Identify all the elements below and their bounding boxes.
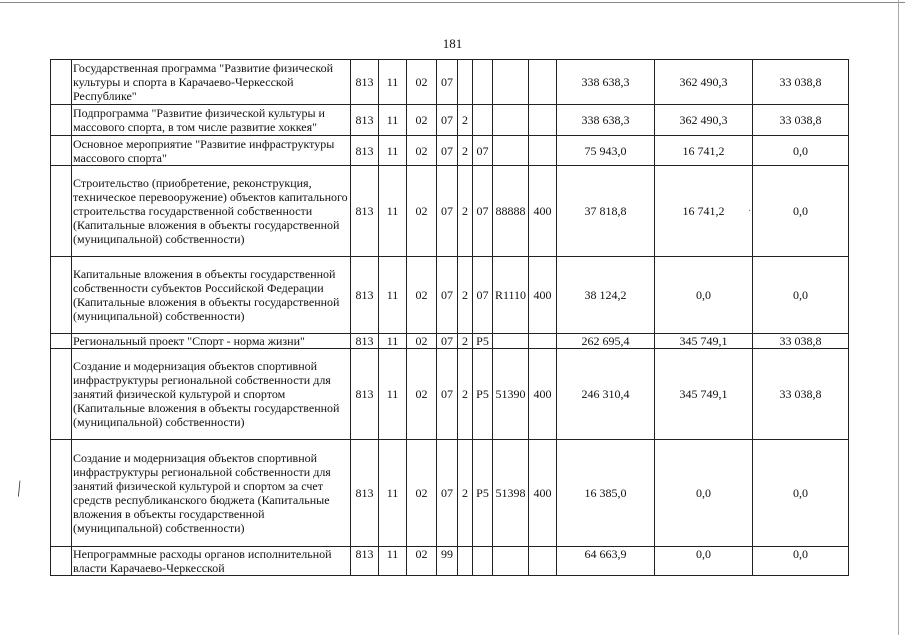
amount-year-1: 246 310,4 bbox=[557, 349, 655, 440]
amount-year-2: 0,0 bbox=[655, 440, 753, 547]
event-code bbox=[473, 105, 493, 136]
grbs-code: 813 bbox=[351, 349, 379, 440]
section-code: 11 bbox=[379, 547, 407, 576]
program-code: 07 bbox=[437, 334, 458, 349]
event-code: P5 bbox=[473, 334, 493, 349]
stray-dot-mark: · bbox=[748, 206, 752, 217]
amount-year-3: 33 038,8 bbox=[753, 349, 849, 440]
grbs-code: 813 bbox=[351, 334, 379, 349]
amount-year-3: 0,0 bbox=[753, 257, 849, 334]
margin-pen-mark: ⁄ bbox=[12, 478, 27, 500]
amount-year-3: 0,0 bbox=[753, 166, 849, 257]
section-code: 11 bbox=[379, 105, 407, 136]
program-code: 07 bbox=[437, 349, 458, 440]
section-code: 11 bbox=[379, 334, 407, 349]
subprogram-code: 2 bbox=[458, 136, 473, 166]
row-name: Подпрограмма "Развитие физической культуры и массового спорта, в том числе развитие хоккея" bbox=[72, 105, 351, 136]
subprogram-code: 2 bbox=[458, 440, 473, 547]
subsection-code: 02 bbox=[407, 349, 437, 440]
amount-year-2: 16 741,2 bbox=[655, 136, 753, 166]
table-row bbox=[51, 105, 849, 136]
table-row bbox=[51, 334, 849, 349]
row-margin-cell bbox=[51, 136, 72, 166]
amount-year-3: 33 038,8 bbox=[753, 105, 849, 136]
subprogram-code: 2 bbox=[458, 166, 473, 257]
grbs-code: 813 bbox=[351, 547, 379, 576]
section-code: 11 bbox=[379, 60, 407, 105]
amount-year-2: 0,0 bbox=[655, 547, 753, 576]
direction-code bbox=[493, 105, 529, 136]
row-margin-cell bbox=[51, 547, 72, 576]
row-name: Капитальные вложения в объекты государственной собственности субъектов Российской Федерации (Капитальные вложения в объекты государственной (муниципальной) собственности) bbox=[72, 257, 351, 334]
section-code: 11 bbox=[379, 136, 407, 166]
amount-year-2: 362 490,3 bbox=[655, 105, 753, 136]
amount-year-2: 345 749,1 bbox=[655, 349, 753, 440]
amount-year-1: 262 695,4 bbox=[557, 334, 655, 349]
subprogram-code bbox=[458, 60, 473, 105]
program-code: 07 bbox=[437, 105, 458, 136]
program-code: 07 bbox=[437, 166, 458, 257]
expense-type-code bbox=[529, 136, 557, 166]
amount-year-2: 16 741,2 bbox=[655, 166, 753, 257]
amount-year-3: 0,0 bbox=[753, 136, 849, 166]
event-code bbox=[473, 547, 493, 576]
grbs-code: 813 bbox=[351, 257, 379, 334]
grbs-code: 813 bbox=[351, 136, 379, 166]
subsection-code: 02 bbox=[407, 166, 437, 257]
amount-year-1: 338 638,3 bbox=[557, 105, 655, 136]
row-margin-cell bbox=[51, 334, 72, 349]
subsection-code: 02 bbox=[407, 105, 437, 136]
amount-year-3: 33 038,8 bbox=[753, 60, 849, 105]
section-code: 11 bbox=[379, 349, 407, 440]
program-code: 07 bbox=[437, 60, 458, 105]
expense-type-code: 400 bbox=[529, 257, 557, 334]
table-row bbox=[51, 349, 849, 440]
table-row bbox=[51, 257, 849, 334]
section-code: 11 bbox=[379, 440, 407, 547]
event-code: 07 bbox=[473, 136, 493, 166]
table-row bbox=[51, 60, 849, 105]
amount-year-2: 0,0 bbox=[655, 257, 753, 334]
section-code: 11 bbox=[379, 166, 407, 257]
amount-year-1: 37 818,8 bbox=[557, 166, 655, 257]
amount-year-1: 64 663,9 bbox=[557, 547, 655, 576]
row-name: Непрограммные расходы органов исполнительной власти Карачаево-Черкесской bbox=[72, 547, 351, 576]
grbs-code: 813 bbox=[351, 440, 379, 547]
direction-code bbox=[493, 334, 529, 349]
event-code: 07 bbox=[473, 166, 493, 257]
top-border-line bbox=[0, 2, 905, 3]
row-name: Создание и модернизация объектов спортивной инфраструктуры региональной собственности для занятий физической культурой и спортом (Капитальные вложения в объекты государственной (муниципальной) собственности) bbox=[72, 349, 351, 440]
event-code: P5 bbox=[473, 440, 493, 547]
program-code: 07 bbox=[437, 257, 458, 334]
subprogram-code: 2 bbox=[458, 334, 473, 349]
amount-year-3: 33 038,8 bbox=[753, 334, 849, 349]
row-name: Основное мероприятие "Развитие инфраструктуры массового спорта" bbox=[72, 136, 351, 166]
budget-table bbox=[50, 59, 849, 576]
subprogram-code: 2 bbox=[458, 349, 473, 440]
program-code: 07 bbox=[437, 440, 458, 547]
expense-type-code: 400 bbox=[529, 349, 557, 440]
subsection-code: 02 bbox=[407, 547, 437, 576]
subprogram-code bbox=[458, 547, 473, 576]
amount-year-1: 75 943,0 bbox=[557, 136, 655, 166]
direction-code: R1110 bbox=[493, 257, 529, 334]
event-code: P5 bbox=[473, 349, 493, 440]
table-row bbox=[51, 136, 849, 166]
direction-code bbox=[493, 547, 529, 576]
row-name: Региональный проект "Спорт - норма жизни" bbox=[72, 334, 351, 349]
event-code: 07 bbox=[473, 257, 493, 334]
event-code bbox=[473, 60, 493, 105]
page-number: 181 bbox=[442, 36, 463, 51]
expense-type-code bbox=[529, 105, 557, 136]
direction-code: 51398 bbox=[493, 440, 529, 547]
row-margin-cell bbox=[51, 440, 72, 547]
program-code: 99 bbox=[437, 547, 458, 576]
row-margin-cell bbox=[51, 60, 72, 105]
amount-year-2: 362 490,3 bbox=[655, 60, 753, 105]
subprogram-code: 2 bbox=[458, 105, 473, 136]
expense-type-code: 400 bbox=[529, 440, 557, 547]
amount-year-1: 338 638,3 bbox=[557, 60, 655, 105]
subsection-code: 02 bbox=[407, 257, 437, 334]
grbs-code: 813 bbox=[351, 60, 379, 105]
expense-type-code bbox=[529, 334, 557, 349]
row-name: Строительство (приобретение, реконструкция, техническое перевооружение) объектов капитального строительства государственной собственности (Капитальные вложения в объекты государственной (муниципальной) собственности) bbox=[72, 166, 351, 257]
row-margin-cell bbox=[51, 257, 72, 334]
table-row bbox=[51, 166, 849, 257]
subsection-code: 02 bbox=[407, 440, 437, 547]
direction-code: 51390 bbox=[493, 349, 529, 440]
amount-year-3: 0,0 bbox=[753, 440, 849, 547]
subsection-code: 02 bbox=[407, 60, 437, 105]
amount-year-1: 16 385,0 bbox=[557, 440, 655, 547]
row-name: Государственная программа "Развитие физической культуры и спорта в Карачаево-Черкесской Республике" bbox=[72, 60, 351, 105]
subprogram-code: 2 bbox=[458, 257, 473, 334]
grbs-code: 813 bbox=[351, 166, 379, 257]
amount-year-2: 345 749,1 bbox=[655, 334, 753, 349]
row-name: Создание и модернизация объектов спортивной инфраструктуры региональной собственности для занятий физической культурой и спортом за счет средств республиканского бюджета (Капитальные вложения в объекты государственной (муниципальной) собственности) bbox=[72, 440, 351, 547]
amount-year-1: 38 124,2 bbox=[557, 257, 655, 334]
row-margin-cell bbox=[51, 105, 72, 136]
section-code: 11 bbox=[379, 257, 407, 334]
table-row bbox=[51, 440, 849, 547]
direction-code: 88888 bbox=[493, 166, 529, 257]
subsection-code: 02 bbox=[407, 136, 437, 166]
table-row bbox=[51, 547, 849, 576]
subsection-code: 02 bbox=[407, 334, 437, 349]
expense-type-code bbox=[529, 60, 557, 105]
row-margin-cell bbox=[51, 349, 72, 440]
amount-year-3: 0,0 bbox=[753, 547, 849, 576]
right-border-line bbox=[898, 0, 899, 635]
program-code: 07 bbox=[437, 136, 458, 166]
direction-code bbox=[493, 136, 529, 166]
expense-type-code: 400 bbox=[529, 166, 557, 257]
direction-code bbox=[493, 60, 529, 105]
grbs-code: 813 bbox=[351, 105, 379, 136]
row-margin-cell bbox=[51, 166, 72, 257]
expense-type-code bbox=[529, 547, 557, 576]
